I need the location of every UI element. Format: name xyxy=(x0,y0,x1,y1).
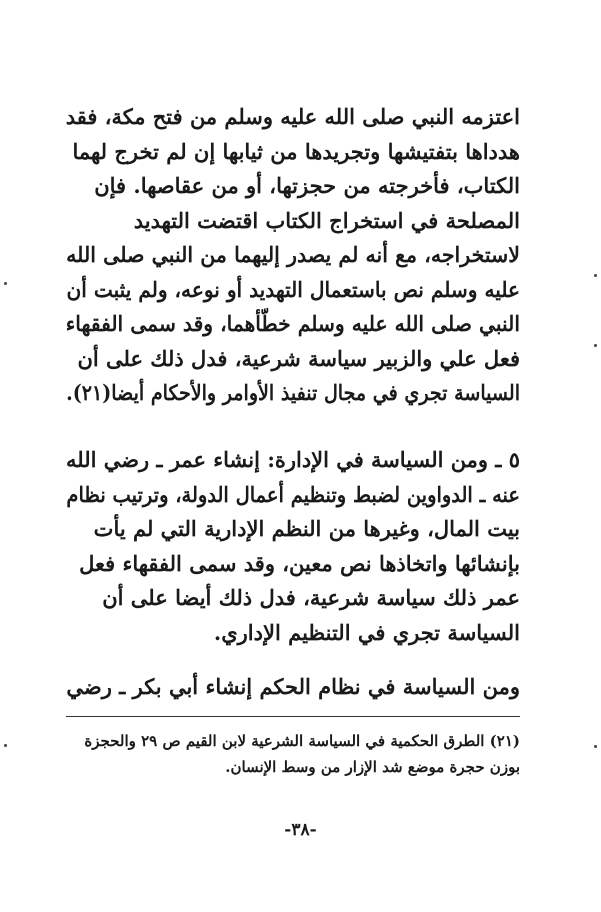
text-line: فعل علي والزبير سياسة شرعية، فدل ذلك على أن xyxy=(77,345,520,371)
paragraph-1 xyxy=(66,100,520,411)
text-line: عمر ذلك سياسة شرعية، فدل ذلك أيضا على أن xyxy=(102,585,520,610)
text-line: اعتزمه النبي صلى الله عليه وسلم من فتح مكة، فقد xyxy=(65,104,520,129)
text-line: بيت المال، وغيرها من النظم الإدارية التي لم يأت xyxy=(93,516,520,541)
footnote-separator xyxy=(66,716,520,717)
margin-speck xyxy=(594,274,597,277)
text-line: عليه وسلم نص باستعمال التهديد أو نوعه، ولم يثبت أن xyxy=(66,276,520,302)
text-line: السياسة تجري في التنظيم الإداري. xyxy=(213,619,520,645)
paragraph-2 xyxy=(66,443,520,650)
text-line: بإنشائها واتخاذها نص معين، وقد سمى الفقهاء فعل xyxy=(79,550,520,576)
text-line: السياسة تجري في مجال تنفيذ الأوامر والأحكام أيضا(٢١). xyxy=(66,380,520,405)
footnote-line: (٢١) الطرق الحكمية في السياسة الشرعية لابن القيم ص ٢٩ والحجزة xyxy=(84,732,520,750)
text-line: ٥ ـ ومن السياسة في الإدارة: إنشاء عمر ـ رضي الله xyxy=(66,447,520,472)
text-line: النبي صلى الله عليه وسلم خطّأهما، وقد سمى الفقهاء xyxy=(65,311,520,336)
margin-speck xyxy=(4,282,7,285)
margin-speck xyxy=(594,344,597,347)
footnote xyxy=(66,728,520,780)
margin-speck xyxy=(4,744,7,747)
page-number: -٣٨- xyxy=(284,820,317,840)
margin-speck xyxy=(594,745,597,748)
text-line: ومن السياسة في نظام الحكم إنشاء أبي بكر ـ رضي xyxy=(66,674,520,699)
text-line: الكتاب، فأخرجته من حجزتها، أو من عقاصها. فإن xyxy=(94,173,520,198)
text-line: عنه ـ الدواوين لضبط وتنظيم أعمال الدولة، وترتيب نظام xyxy=(66,481,520,507)
footnote-line: بوزن حجرة موضع شد الإزار من وسط الإنسان. xyxy=(225,758,520,776)
text-line: المصلحة في استخراج الكتاب اقتضت التهديد xyxy=(133,207,520,233)
text-line: هدداها بتفتيشها وتجريدها من ثيابها إن لم تخرج لهما xyxy=(72,138,520,164)
paragraph-3 xyxy=(66,670,520,705)
text-line: لاستخراجه، مع أنه لم يصدر إليهما من النبي صلى الله xyxy=(66,242,520,267)
